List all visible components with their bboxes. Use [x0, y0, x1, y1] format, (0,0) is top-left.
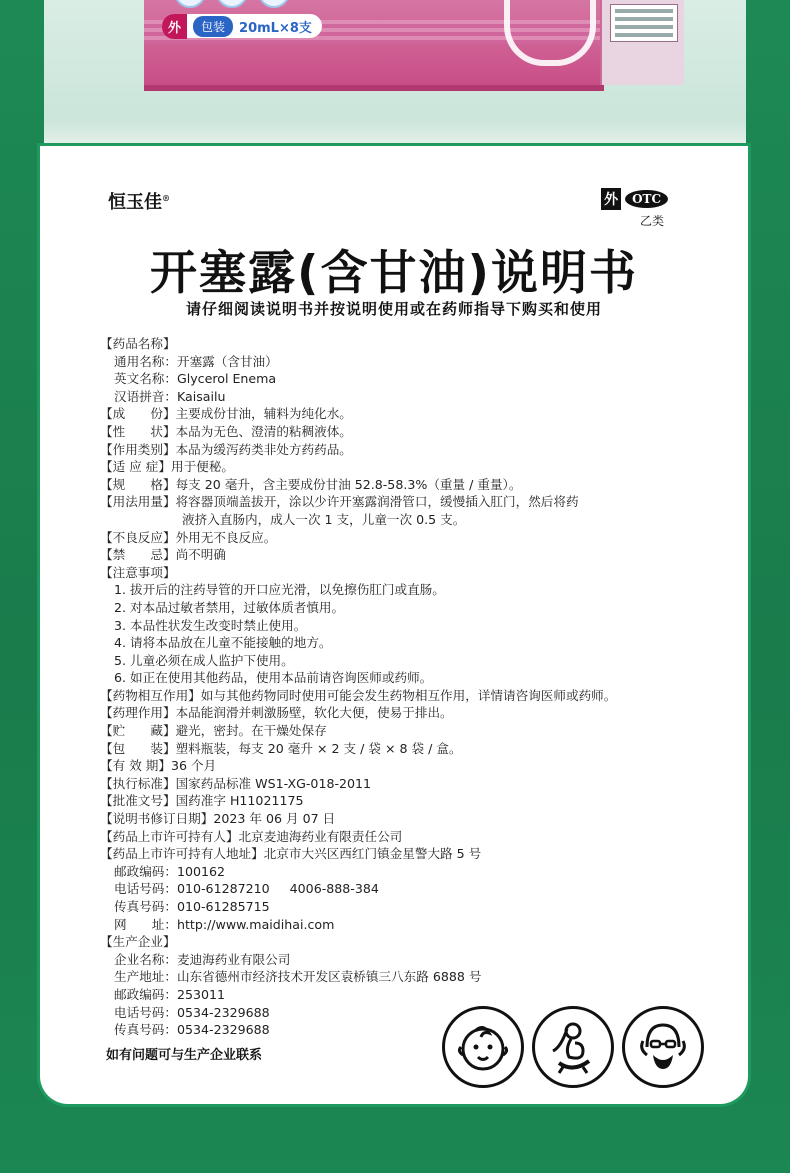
- product-box: [144, 0, 604, 91]
- pregnant-woman-icon: [532, 1006, 614, 1088]
- text-line: 【规 格】每支 20 毫升，含主要成份甘油 52.8-58.3%（重量 / 重量）。: [100, 476, 522, 492]
- phone-number: 电话号码：010-61287210: [114, 881, 270, 897]
- text-line: 液挤入直肠内，成人一次 1 支，儿童一次 0.5 支。: [182, 511, 466, 527]
- text-line: 【有 效 期】36 个月: [100, 758, 217, 774]
- toilet-graphic: [504, 0, 596, 66]
- text-line: 【性 状】本品为无色、澄清的粘稠液体。: [100, 423, 352, 439]
- box-icons: [174, 0, 290, 8]
- box-round-icon: [216, 0, 248, 8]
- package-label: [162, 14, 322, 38]
- instruction-card: [40, 146, 748, 1104]
- text-line: 汉语拼音：Kaisailu: [114, 388, 226, 404]
- text-line: 【贮 藏】避光，密封。在干燥处保存: [100, 723, 327, 739]
- text-line: 【药理作用】本品能润滑并刺激肠壁，软化大便，使易于排出。: [100, 705, 453, 721]
- otc-class: 乙类: [639, 214, 664, 228]
- side-label: [610, 4, 678, 42]
- text-line: 生产地址：山东省德州市经济技术开发区袁桥镇三八东路 6888 号: [114, 969, 482, 985]
- photo-fade: [44, 120, 746, 146]
- text-line: 英文名称：Glycerol Enema: [114, 371, 277, 387]
- box-round-icon: [258, 0, 290, 8]
- list-item: 6. 如正在使用其他药品，使用本品前请咨询医师或药师。: [114, 670, 433, 686]
- text-line: 【包 装】塑料瓶装，每支 20 毫升 × 2 支 / 袋 × 8 袋 / 盒。: [100, 740, 462, 756]
- text-line: 传真号码：0534-2329688: [114, 1022, 270, 1038]
- text-line: 【执行标准】国家药品标准 WS1-XG-018-2011: [100, 775, 372, 791]
- box-round-icon: [174, 0, 206, 8]
- page-subtitle: 请仔细阅读说明书并按说明使用或在药师指导下购买和使用: [185, 300, 602, 318]
- elderly-man-icon: [622, 1006, 704, 1088]
- external-use-mark: 外: [601, 188, 621, 210]
- list-item: 2. 对本品过敏者禁用，过敏体质者慎用。: [114, 599, 345, 615]
- text-line: 邮政编码：253011: [114, 986, 226, 1002]
- section-heading: 【药品名称】: [100, 336, 176, 351]
- product-box-side: [600, 0, 684, 85]
- otc-mark: [601, 188, 668, 210]
- text-line: 【用法用量】将容器顶端盖拔开，涂以少许开塞露润滑管口，缓慢插入肛门，然后将药: [100, 494, 579, 510]
- text-line: 【药品上市许可持有人地址】北京市大兴区西红门镇金星警大路 5 号: [100, 846, 482, 862]
- registered-mark: ®: [162, 193, 170, 203]
- text-line: 【不良反应】外用无不良反应。: [100, 529, 277, 545]
- section-heading: 【生产企业】: [100, 934, 176, 950]
- text-line: 邮政编码：100162: [114, 863, 226, 879]
- text-line: 网 址：http://www.maidihai.com: [114, 916, 335, 932]
- list-item: 1. 拔开后的注药导管的开口应光滑，以免擦伤肛门或直肠。: [114, 582, 445, 598]
- list-item: 3. 本品性状发生改变时禁止使用。: [114, 617, 307, 633]
- text-line: 传真号码：010-61285715: [114, 899, 270, 914]
- package-external-mark: 外: [162, 14, 187, 39]
- list-item: 4. 请将本品放在儿童不能接触的地方。: [114, 635, 332, 651]
- section-heading: 【注意事项】: [100, 564, 176, 580]
- text-line: 企业名称：麦迪海药业有限公司: [114, 951, 291, 967]
- text-line: 【批准文号】国药准字 H11021175: [100, 793, 304, 809]
- brand-logo: [108, 188, 170, 214]
- page-title: 开塞露(含甘油)说明书: [150, 246, 638, 301]
- brand-name: 恒玉佳: [108, 192, 162, 213]
- footer-note: 如有问题可与生产企业联系: [106, 1048, 263, 1063]
- instruction-body: [100, 335, 700, 1039]
- text-line: 【适 应 症】用于便秘。: [100, 459, 234, 475]
- baby-icon: [442, 1006, 524, 1088]
- user-group-icons: [442, 1006, 704, 1088]
- list-item: 5. 儿童必须在成人监护下使用。: [114, 652, 294, 668]
- text-line: 【药品上市许可持有人】北京麦迪海药业有限责任公司: [100, 828, 403, 844]
- package-badge: 包装: [193, 16, 233, 37]
- package-spec: 20mL×8支: [239, 20, 312, 36]
- text-line: 【禁 忌】尚不明确: [100, 547, 226, 563]
- text-line: 【作用类别】本品为缓泻药类非处方药药品。: [100, 441, 352, 457]
- text-line: 【成 份】主要成份甘油，辅料为纯化水。: [100, 406, 352, 422]
- text-line: 通用名称：开塞露（含甘油）: [114, 353, 278, 369]
- text-line: 【药物相互作用】如与其他药物同时使用可能会发生药物相互作用，详情请咨询医师或药师。: [100, 687, 617, 703]
- hotline-number: 4006-888-384: [289, 881, 379, 897]
- phone-line: [100, 880, 700, 898]
- text-line: 电话号码：0534-2329688: [114, 1004, 270, 1020]
- otc-badge: OTC: [625, 190, 668, 208]
- text-line: 【说明书修订日期】2023 年 06 月 07 日: [100, 811, 336, 827]
